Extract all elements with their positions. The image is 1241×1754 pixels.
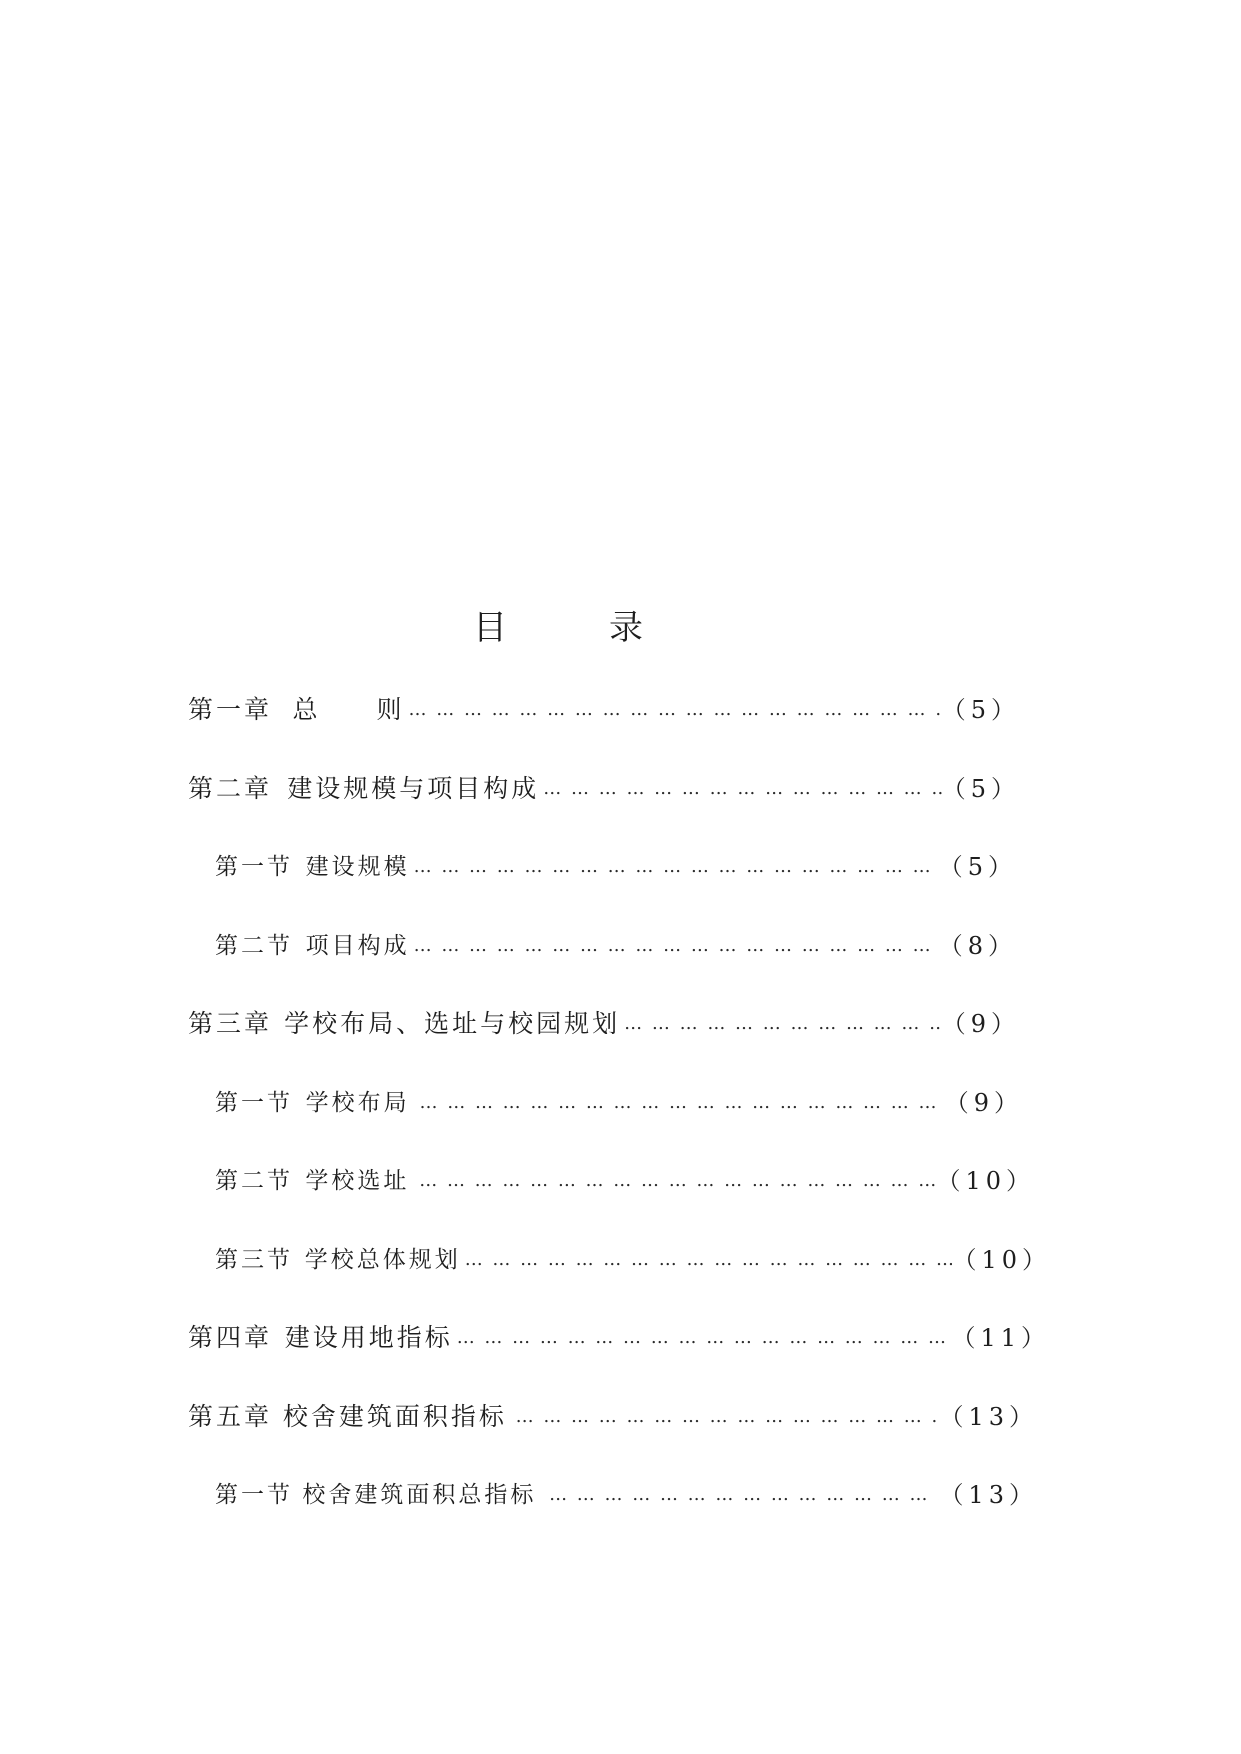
toc-dot-leader (461, 1238, 953, 1282)
toc-entry-section-2-2[interactable] (215, 924, 1017, 968)
toc-entry-section-3-2[interactable] (215, 1159, 1035, 1203)
toc-entry-page: （9） (941, 1010, 1020, 1038)
toc-entry-section-3-1[interactable] (215, 1081, 1023, 1125)
toc-entry-heading: 学校布局 (305, 1090, 410, 1116)
toc-entry-section-2-1[interactable] (215, 845, 1017, 889)
toc-entry-prefix: 第五章 (188, 1402, 273, 1431)
toc-entry-heading: 学校布局、选址与校园规划 (284, 1009, 621, 1038)
toc-dot-leader (415, 1159, 936, 1203)
toc-entry-chapter-4[interactable] (188, 1316, 1050, 1360)
toc-entry-heading: 建设规模与项目构成 (287, 774, 540, 803)
toc-entry-prefix: 第三章 (188, 1009, 273, 1038)
toc-entry-page: （8） (938, 932, 1017, 960)
toc-dot-leader (545, 1473, 939, 1517)
toc-entry-heading: 建设用地指标 (284, 1323, 453, 1352)
toc-entry-heading: 项目构成 (305, 933, 410, 959)
toc-entry-chapter-3[interactable] (188, 1002, 1020, 1046)
toc-dot-leader (453, 1316, 952, 1360)
toc-entry-section-5-1[interactable] (215, 1473, 1038, 1517)
toc-entry-chapter-5[interactable] (188, 1395, 1038, 1439)
toc-entry-page: （10） (936, 1167, 1035, 1195)
toc-dot-leader (539, 767, 941, 811)
toc-dot-leader (405, 688, 942, 732)
toc-entry-prefix: 第一章 (188, 695, 273, 724)
toc-entry-heading: 建设规模 (305, 854, 410, 880)
toc-entry-page: （5） (938, 853, 1017, 881)
toc-entry-prefix: 第二章 (188, 774, 273, 803)
toc-entry-prefix: 第二节 (215, 1168, 293, 1194)
toc-entry-prefix: 第一节 (215, 854, 293, 880)
toc-entry-heading: 校舍建筑面积总指标 (302, 1482, 537, 1508)
toc-entry-heading: 学校选址 (305, 1168, 410, 1194)
toc-entry-prefix: 第一节 (215, 1482, 293, 1508)
toc-dot-leader (410, 845, 939, 889)
toc-entry-heading: 校舍建筑面积指标 (282, 1402, 507, 1431)
toc-entry-page: （13） (939, 1403, 1038, 1431)
toc-dot-leader (620, 1002, 942, 1046)
toc-entry-heading: 总 则 (292, 695, 405, 724)
toc-entry-prefix: 第三节 (215, 1247, 293, 1273)
toc-entry-chapter-1[interactable] (188, 688, 1020, 732)
toc-entry-prefix: 第四章 (188, 1323, 273, 1352)
toc-dot-leader (410, 924, 939, 968)
toc-entry-page: （10） (952, 1246, 1051, 1274)
toc-dot-leader (416, 1081, 945, 1125)
toc-entry-prefix: 第一节 (215, 1090, 293, 1116)
toc-entry-page: （5） (941, 696, 1020, 724)
toc-entry-section-3-3[interactable] (215, 1238, 1051, 1282)
toc-entry-page: （5） (941, 775, 1020, 803)
toc-title: 目 录 (473, 608, 677, 648)
toc-entry-page: （9） (944, 1089, 1023, 1117)
toc-entry-prefix: 第二节 (215, 933, 293, 959)
toc-entry-page: （11） (951, 1324, 1050, 1352)
toc-entry-chapter-2[interactable] (188, 767, 1020, 811)
toc-dot-leader (512, 1395, 940, 1439)
toc-entry-page: （13） (939, 1481, 1038, 1509)
toc-entry-heading: 学校总体规划 (304, 1247, 461, 1273)
